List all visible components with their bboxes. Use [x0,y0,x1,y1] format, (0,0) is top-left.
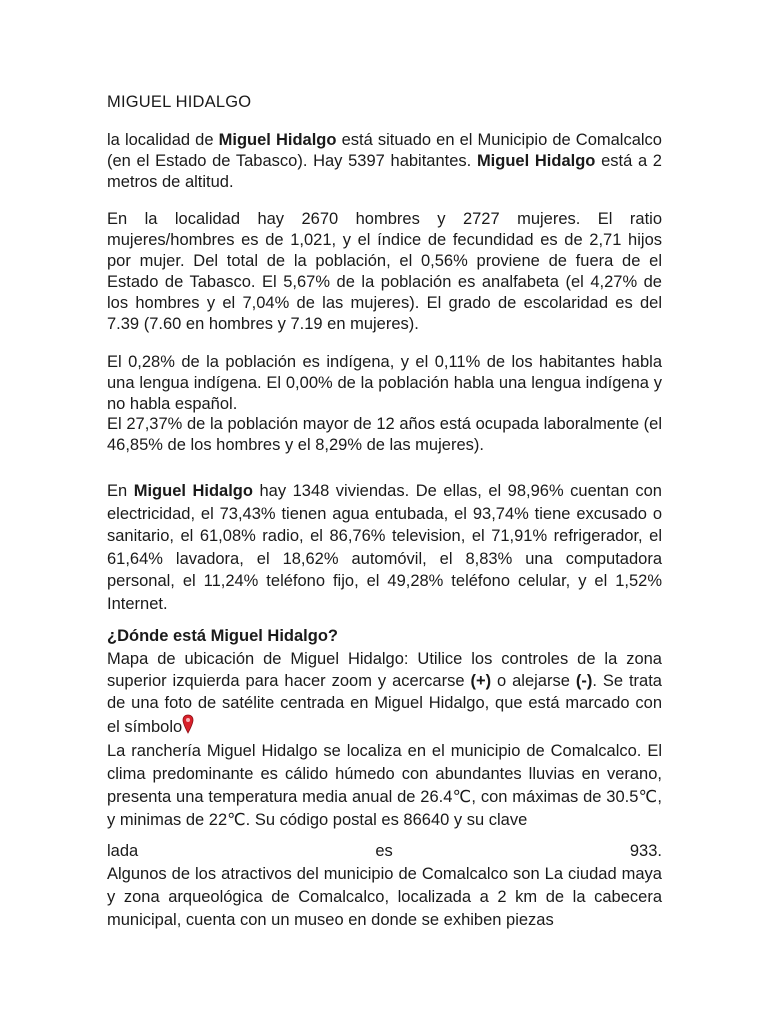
paragraph-climate [107,740,662,832]
place-name: Miguel Hidalgo [133,482,253,500]
paragraph-employment: El 27,37% de la población mayor de 12 años está ocupada laboralmente (el 46,85% de los hombres y el 8,29% de las mujeres). [107,415,662,454]
text: . Se trata de una foto de satélite centrada en Miguel Hidalgo, que está marcado con el símbolo [107,672,662,736]
text: lada [107,842,139,860]
text: está a 2 metros de altitud. [107,152,662,191]
text: En [107,482,134,500]
text: Mapa de ubicación de Miguel Hidalgo: Utilice los controles de la zona superior izquierda para hacer zoom y acercarse [107,650,662,690]
map-pin-icon [182,714,194,740]
place-name: Miguel Hidalgo [218,131,337,149]
text: la localidad de [107,131,219,149]
document-title: MIGUEL HIDALGO [107,93,252,111]
postal-code-line [107,840,662,863]
paragraph-location [107,130,662,193]
zoom-out-symbol: (-) [575,672,593,690]
text: 933. [629,842,662,860]
section-heading: ¿Dónde está Miguel Hidalgo? [107,627,339,645]
paragraph-indigenous: El 0,28% de la población es indígena, y el 0,11% de los habitantes habla una lengua indígena. El 0,00% de la población habla una lengua indígena y no habla español. [107,353,662,413]
text: es [375,842,393,860]
paragraph-attractions: Algunos de los atractivos del municipio de Comalcalco son La ciudad maya y zona arqueológica de Comalcalco, localizada a 2 km de la cabecera municipal, cuenta con un museo en donde se exhiben piezas [107,865,662,929]
text: La ranchería Miguel Hidalgo se localiza en el municipio de Comalcalco. El clima predominante es cálido húmedo con abundantes lluvias en verano, presenta una temperatura media anual de 26.4℃, con máximas de 30.5℃, y minimas de 22℃. Su código postal es 86640 y su clave [107,742,662,829]
paragraph-population: En la localidad hay 2670 hombres y 2727 mujeres. El ratio mujeres/hombres es de 1,021, y el índice de fecundidad es de 2,71 hijos por mujer. Del total de la población, el 0,56% proviene de fuera de el Estado de Tabasco. El 5,67% de la población es analfabeta (el 4,27% de los hombres y el 7,04% de las mujeres). El grado de escolaridad es del 7.39 (7.60 en hombres y 7.19 en mujeres). [107,210,662,333]
paragraph-map [107,648,662,740]
text: hay 1348 viviendas. De ellas, el 98,96% cuentan con electricidad, el 73,43% tienen agua entubada, el 93,74% tiene excusado o sanitario, el 61,08% radio, el 86,76% television, el 71,91% refrigerador, el 61,64% lavadora, el 18,62% automóvil, el 8,83% una computadora personal, el 11,24% teléfono fijo, el 49,28% teléfono celular, y el 1,52% Internet. [107,482,662,613]
paragraph-housing [107,480,662,615]
text: o alejarse [491,672,576,690]
zoom-in-symbol: (+) [470,672,492,690]
text: está situado en el Municipio de Comalcalco (en el Estado de Tabasco). Hay 5397 habitantes. [107,131,662,170]
place-name: Miguel Hidalgo [476,152,596,170]
